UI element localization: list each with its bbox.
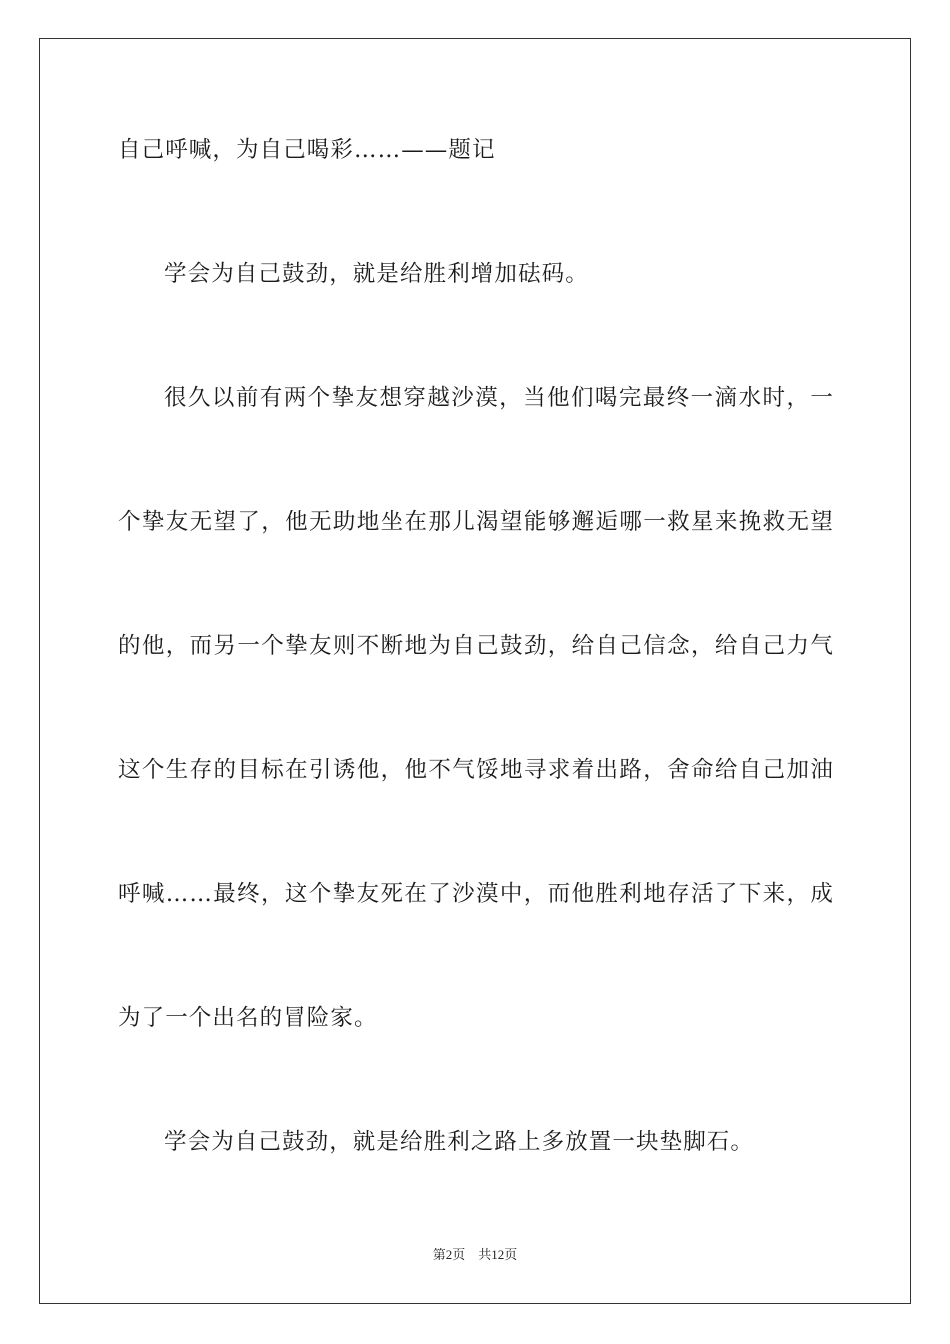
text-line-paragraph-2: 这个生存的目标在引诱他，他不气馁地寻求着出路，舍命给自己加油: [118, 757, 834, 783]
text-line-paragraph-3: 学会为自己鼓劲，就是给胜利之路上多放置一块垫脚石。: [164, 1129, 755, 1155]
page-border: [39, 38, 911, 1304]
text-line-paragraph-2-end: 为了一个出名的冒险家。: [118, 1005, 378, 1031]
page-number: 第2页: [432, 1247, 466, 1262]
text-line-paragraph-2: 个挚友无望了，他无助地坐在那儿渴望能够邂逅哪一救星来挽救无望: [118, 509, 834, 535]
text-line-paragraph-2-start: 很久以前有两个挚友想穿越沙漠，当他们喝完最终一滴水时，一: [164, 385, 834, 411]
text-line-paragraph-2: 的他，而另一个挚友则不断地为自己鼓劲，给自己信念，给自己力气: [118, 633, 834, 659]
text-line-paragraph-1: 学会为自己鼓劲，就是给胜利增加砝码。: [164, 261, 589, 287]
page-total: 共12页: [478, 1247, 518, 1262]
text-line-epigraph: 自己呼喊，为自己喝彩……——题记: [118, 137, 496, 163]
page-footer: [0, 1246, 950, 1264]
text-line-paragraph-2: 呼喊……最终，这个挚友死在了沙漠中，而他胜利地存活了下来，成: [118, 881, 834, 907]
